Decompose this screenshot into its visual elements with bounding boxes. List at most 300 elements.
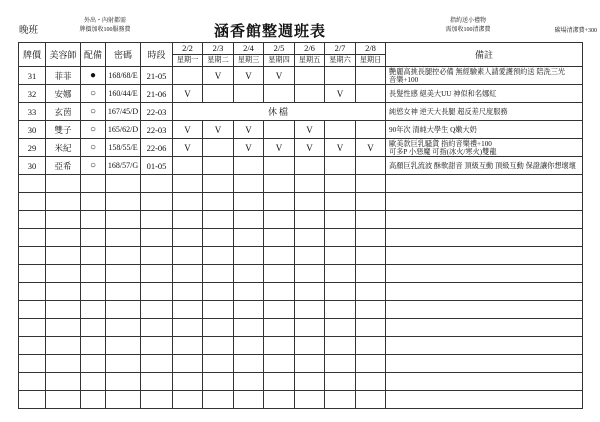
day-cell — [356, 67, 386, 85]
empty-cell — [234, 283, 264, 301]
empty-cell — [19, 337, 46, 355]
empty-cell — [141, 373, 173, 391]
price-cell: 33 — [19, 103, 46, 121]
column-header-name: 美容師 — [46, 43, 81, 67]
empty-cell — [19, 265, 46, 283]
remark-cell — [386, 85, 583, 103]
empty-cell — [81, 265, 106, 283]
day-cell: V — [173, 121, 203, 139]
empty-cell — [141, 211, 173, 229]
empty-cell — [173, 211, 203, 229]
remark-cell — [386, 157, 583, 175]
empty-cell — [325, 391, 356, 409]
day-cell: V — [325, 139, 356, 157]
day-cell: V — [173, 139, 203, 157]
empty-cell — [356, 301, 386, 319]
empty-row — [19, 265, 583, 283]
remark-cell — [386, 139, 583, 157]
day-cell — [234, 85, 264, 103]
empty-cell — [234, 373, 264, 391]
empty-cell — [264, 229, 295, 247]
column-header-time: 時段 — [141, 43, 173, 67]
day-cell: V — [234, 121, 264, 139]
empty-cell — [234, 229, 264, 247]
day-cell — [295, 85, 325, 103]
empty-cell — [356, 193, 386, 211]
empty-cell — [264, 391, 295, 409]
column-header-price: 牌價 — [19, 43, 46, 67]
day-cell — [203, 85, 234, 103]
remark-line: 長髮性感 絕美大UU 神似和名娜紅 — [389, 89, 497, 98]
day-cell — [325, 157, 356, 175]
schedule-row — [19, 121, 583, 139]
empty-cell — [173, 301, 203, 319]
equipment-mark: ○ — [81, 157, 106, 175]
empty-cell — [46, 211, 81, 229]
weekday-header: 星期三 — [234, 55, 264, 67]
empty-cell — [46, 193, 81, 211]
empty-cell — [106, 337, 141, 355]
weekday-header: 星期日 — [356, 55, 386, 67]
weekday-header: 星期一 — [173, 55, 203, 67]
empty-cell — [264, 247, 295, 265]
day-cell — [264, 121, 295, 139]
empty-cell — [203, 193, 234, 211]
empty-row — [19, 391, 583, 409]
empty-cell — [264, 283, 295, 301]
pricing-note-line: 外出・內射都需 — [83, 18, 126, 24]
empty-cell — [203, 247, 234, 265]
beautician-name: 菲菲 — [46, 67, 81, 85]
column-header-equip: 配備 — [81, 43, 106, 67]
beautician-name: 玄茵 — [46, 103, 81, 121]
empty-cell — [325, 355, 356, 373]
empty-cell — [46, 355, 81, 373]
empty-cell — [234, 337, 264, 355]
remark-line: 歐美款巨乳騷貨 指約音樂禮+100 — [389, 139, 492, 148]
beautician-name: 亞希 — [46, 157, 81, 175]
empty-cell — [264, 193, 295, 211]
day-cell — [356, 121, 386, 139]
empty-cell — [234, 175, 264, 193]
price-cell: 29 — [19, 139, 46, 157]
empty-cell — [19, 247, 46, 265]
weekday-header: 星期六 — [325, 55, 356, 67]
empty-cell — [356, 229, 386, 247]
empty-cell — [141, 337, 173, 355]
empty-cell — [264, 175, 295, 193]
empty-cell — [106, 265, 141, 283]
empty-cell — [356, 355, 386, 373]
empty-cell — [325, 337, 356, 355]
empty-cell — [203, 301, 234, 319]
empty-cell — [203, 373, 234, 391]
day-date-header: 2/4 — [234, 43, 264, 55]
cleaning-fee-note: 碳場清潔費+300 — [554, 28, 597, 34]
empty-cell — [234, 247, 264, 265]
empty-cell — [106, 319, 141, 337]
empty-cell — [356, 283, 386, 301]
day-cell — [295, 157, 325, 175]
remark-cell — [386, 319, 583, 337]
empty-cell — [81, 373, 106, 391]
booking-note — [420, 17, 516, 35]
empty-cell — [325, 319, 356, 337]
code-cell: 158/55/E — [106, 139, 141, 157]
empty-cell — [325, 283, 356, 301]
remark-cell — [386, 229, 583, 247]
empty-cell — [19, 229, 46, 247]
day-cell: V — [356, 139, 386, 157]
empty-cell — [264, 301, 295, 319]
remark-line: 高顏巨乳流波 酥軟甜音 頂級互動 頂級互動 保證讓你想壞壞 — [389, 161, 576, 170]
header-row-dates — [19, 43, 583, 55]
empty-cell — [173, 283, 203, 301]
time-slot: 21-06 — [141, 85, 173, 103]
price-cell: 32 — [19, 85, 46, 103]
empty-cell — [325, 193, 356, 211]
remark-cell — [386, 247, 583, 265]
empty-cell — [203, 175, 234, 193]
empty-cell — [264, 319, 295, 337]
code-cell: 167/45/D — [106, 103, 141, 121]
empty-cell — [46, 319, 81, 337]
remark-cell — [386, 193, 583, 211]
empty-cell — [81, 355, 106, 373]
empty-row — [19, 193, 583, 211]
empty-row — [19, 211, 583, 229]
day-cell: V — [234, 139, 264, 157]
empty-cell — [203, 229, 234, 247]
empty-cell — [173, 373, 203, 391]
empty-row — [19, 247, 583, 265]
empty-cell — [19, 301, 46, 319]
remark-cell — [386, 283, 583, 301]
day-cell — [173, 157, 203, 175]
day-cell: V — [325, 85, 356, 103]
empty-cell — [264, 211, 295, 229]
day-cell — [325, 121, 356, 139]
empty-cell — [234, 391, 264, 409]
empty-row — [19, 337, 583, 355]
empty-cell — [325, 229, 356, 247]
column-header-remark: 備註 — [386, 43, 583, 67]
remark-cell — [386, 211, 583, 229]
empty-cell — [295, 355, 325, 373]
empty-cell — [81, 391, 106, 409]
day-date-header: 2/2 — [173, 43, 203, 55]
empty-cell — [81, 337, 106, 355]
time-slot: 22-03 — [141, 121, 173, 139]
empty-cell — [203, 265, 234, 283]
empty-cell — [203, 211, 234, 229]
remark-line: 可多P 小惡魔 可指(冰火/寒火)雙龍 — [389, 147, 497, 156]
empty-cell — [46, 247, 81, 265]
empty-cell — [356, 175, 386, 193]
empty-cell — [325, 373, 356, 391]
empty-cell — [141, 247, 173, 265]
day-cell: V — [173, 85, 203, 103]
day-cell — [203, 139, 234, 157]
schedule-row — [19, 67, 583, 85]
empty-cell — [295, 193, 325, 211]
day-date-header: 2/8 — [356, 43, 386, 55]
empty-cell — [264, 355, 295, 373]
empty-cell — [295, 373, 325, 391]
remark-cell — [386, 121, 583, 139]
empty-cell — [81, 193, 106, 211]
empty-cell — [203, 355, 234, 373]
empty-cell — [19, 373, 46, 391]
page-title: 涵香館整週班表 — [213, 24, 326, 40]
empty-cell — [295, 337, 325, 355]
booking-note-line: 指約送小禮物 — [449, 18, 486, 24]
empty-cell — [106, 301, 141, 319]
empty-cell — [264, 337, 295, 355]
empty-cell — [19, 283, 46, 301]
empty-cell — [141, 229, 173, 247]
empty-cell — [295, 211, 325, 229]
empty-cell — [106, 373, 141, 391]
code-cell: 160/44/E — [106, 85, 141, 103]
weekday-header: 星期四 — [264, 55, 295, 67]
empty-cell — [106, 211, 141, 229]
remark-cell — [386, 301, 583, 319]
empty-cell — [203, 319, 234, 337]
remark-cell — [386, 103, 583, 121]
schedule-row — [19, 157, 583, 175]
empty-cell — [173, 193, 203, 211]
empty-cell — [19, 193, 46, 211]
empty-cell — [106, 391, 141, 409]
day-cell: V — [264, 139, 295, 157]
empty-cell — [106, 283, 141, 301]
empty-cell — [19, 211, 46, 229]
schedule-row — [19, 103, 583, 121]
empty-cell — [141, 319, 173, 337]
day-cell — [264, 85, 295, 103]
equipment-mark: ○ — [81, 85, 106, 103]
schedule-header — [19, 43, 583, 67]
empty-cell — [106, 247, 141, 265]
schedule-body — [19, 67, 583, 409]
empty-cell — [295, 265, 325, 283]
pricing-note-line: 牌價加收100服務費 — [79, 27, 131, 33]
empty-cell — [19, 319, 46, 337]
empty-cell — [295, 247, 325, 265]
remark-cell — [386, 337, 583, 355]
beautician-name: 米紀 — [46, 139, 81, 157]
empty-cell — [106, 175, 141, 193]
empty-cell — [46, 373, 81, 391]
day-cell — [264, 157, 295, 175]
empty-cell — [173, 175, 203, 193]
empty-cell — [46, 337, 81, 355]
equipment-mark: ○ — [81, 139, 106, 157]
booking-note-line: 需加收100清潔費 — [445, 27, 491, 33]
day-date-header: 2/6 — [295, 43, 325, 55]
time-slot: 01-05 — [141, 157, 173, 175]
price-cell: 30 — [19, 157, 46, 175]
empty-row — [19, 283, 583, 301]
empty-cell — [264, 373, 295, 391]
empty-cell — [356, 337, 386, 355]
empty-cell — [141, 301, 173, 319]
empty-cell — [106, 355, 141, 373]
empty-cell — [141, 283, 173, 301]
day-cell: V — [264, 67, 295, 85]
empty-cell — [203, 391, 234, 409]
empty-cell — [234, 265, 264, 283]
day-cell: V — [203, 121, 234, 139]
empty-cell — [141, 355, 173, 373]
empty-cell — [81, 319, 106, 337]
empty-row — [19, 319, 583, 337]
empty-cell — [19, 175, 46, 193]
weekday-header: 星期五 — [295, 55, 325, 67]
empty-cell — [295, 283, 325, 301]
empty-row — [19, 301, 583, 319]
pricing-note — [62, 17, 148, 35]
day-date-header: 2/3 — [203, 43, 234, 55]
empty-cell — [106, 193, 141, 211]
empty-cell — [141, 265, 173, 283]
day-cell: V — [295, 139, 325, 157]
empty-cell — [46, 391, 81, 409]
day-cell — [325, 67, 356, 85]
day-date-header: 2/7 — [325, 43, 356, 55]
empty-cell — [295, 175, 325, 193]
day-cell — [356, 85, 386, 103]
weekday-header: 星期二 — [203, 55, 234, 67]
day-cell — [295, 67, 325, 85]
empty-cell — [173, 391, 203, 409]
empty-cell — [295, 229, 325, 247]
time-slot: 22-06 — [141, 139, 173, 157]
remark-line: 艷麗高挑長腿控必備 無經驗素人請愛護預約送 陪洗三光 — [389, 67, 566, 76]
day-cell — [203, 157, 234, 175]
empty-cell — [141, 391, 173, 409]
beautician-name: 安娜 — [46, 85, 81, 103]
empty-cell — [173, 319, 203, 337]
empty-cell — [141, 193, 173, 211]
empty-row — [19, 355, 583, 373]
equipment-mark: ● — [81, 67, 106, 85]
day-status: 休檔 — [173, 103, 386, 121]
empty-cell — [234, 319, 264, 337]
empty-cell — [203, 337, 234, 355]
schedule-row — [19, 139, 583, 157]
code-cell: 168/68/E — [106, 67, 141, 85]
empty-cell — [234, 211, 264, 229]
empty-cell — [264, 265, 295, 283]
remark-cell — [386, 67, 583, 85]
empty-cell — [46, 265, 81, 283]
day-cell — [356, 157, 386, 175]
empty-cell — [46, 301, 81, 319]
empty-cell — [234, 355, 264, 373]
empty-cell — [325, 265, 356, 283]
schedule-row — [19, 85, 583, 103]
empty-cell — [325, 211, 356, 229]
empty-cell — [141, 175, 173, 193]
equipment-mark: ○ — [81, 103, 106, 121]
empty-cell — [173, 229, 203, 247]
price-cell: 31 — [19, 67, 46, 85]
code-cell: 168/57/G — [106, 157, 141, 175]
time-slot: 21-05 — [141, 67, 173, 85]
remark-cell — [386, 355, 583, 373]
time-slot: 22-03 — [141, 103, 173, 121]
empty-cell — [46, 283, 81, 301]
empty-cell — [356, 319, 386, 337]
empty-cell — [295, 391, 325, 409]
remark-line: 純慾女神 逆天大長腿 超反差尺度服務 — [389, 107, 508, 116]
empty-row — [19, 175, 583, 193]
empty-cell — [173, 337, 203, 355]
empty-cell — [325, 301, 356, 319]
empty-cell — [295, 301, 325, 319]
empty-cell — [46, 229, 81, 247]
day-cell — [234, 157, 264, 175]
empty-cell — [81, 301, 106, 319]
empty-cell — [325, 175, 356, 193]
empty-cell — [356, 373, 386, 391]
empty-cell — [173, 355, 203, 373]
day-cell — [173, 67, 203, 85]
empty-cell — [19, 355, 46, 373]
empty-row — [19, 229, 583, 247]
empty-cell — [234, 301, 264, 319]
empty-cell — [356, 391, 386, 409]
empty-cell — [46, 175, 81, 193]
day-cell: V — [203, 67, 234, 85]
empty-cell — [81, 229, 106, 247]
empty-row — [19, 373, 583, 391]
empty-cell — [173, 265, 203, 283]
remark-cell — [386, 265, 583, 283]
empty-cell — [203, 283, 234, 301]
empty-cell — [81, 211, 106, 229]
empty-cell — [81, 247, 106, 265]
day-date-header: 2/5 — [264, 43, 295, 55]
schedule-table — [18, 42, 583, 409]
remark-line: 音樂+100 — [389, 75, 419, 84]
empty-cell — [173, 247, 203, 265]
empty-cell — [81, 283, 106, 301]
column-header-code: 密碼 — [106, 43, 141, 67]
beautician-name: 雙子 — [46, 121, 81, 139]
remark-cell — [386, 391, 583, 409]
remark-cell — [386, 175, 583, 193]
empty-cell — [356, 211, 386, 229]
shift-label: 晚班 — [19, 26, 39, 36]
empty-cell — [356, 247, 386, 265]
remark-line: 90年次 清純大學生 Q嫩大奶 — [389, 125, 477, 134]
remark-cell — [386, 373, 583, 391]
code-cell: 165/62/D — [106, 121, 141, 139]
empty-cell — [325, 247, 356, 265]
day-cell: V — [234, 67, 264, 85]
empty-cell — [295, 319, 325, 337]
day-cell: V — [295, 121, 325, 139]
empty-cell — [356, 265, 386, 283]
empty-cell — [106, 229, 141, 247]
empty-cell — [234, 193, 264, 211]
empty-cell — [81, 175, 106, 193]
equipment-mark: ○ — [81, 121, 106, 139]
empty-cell — [19, 391, 46, 409]
